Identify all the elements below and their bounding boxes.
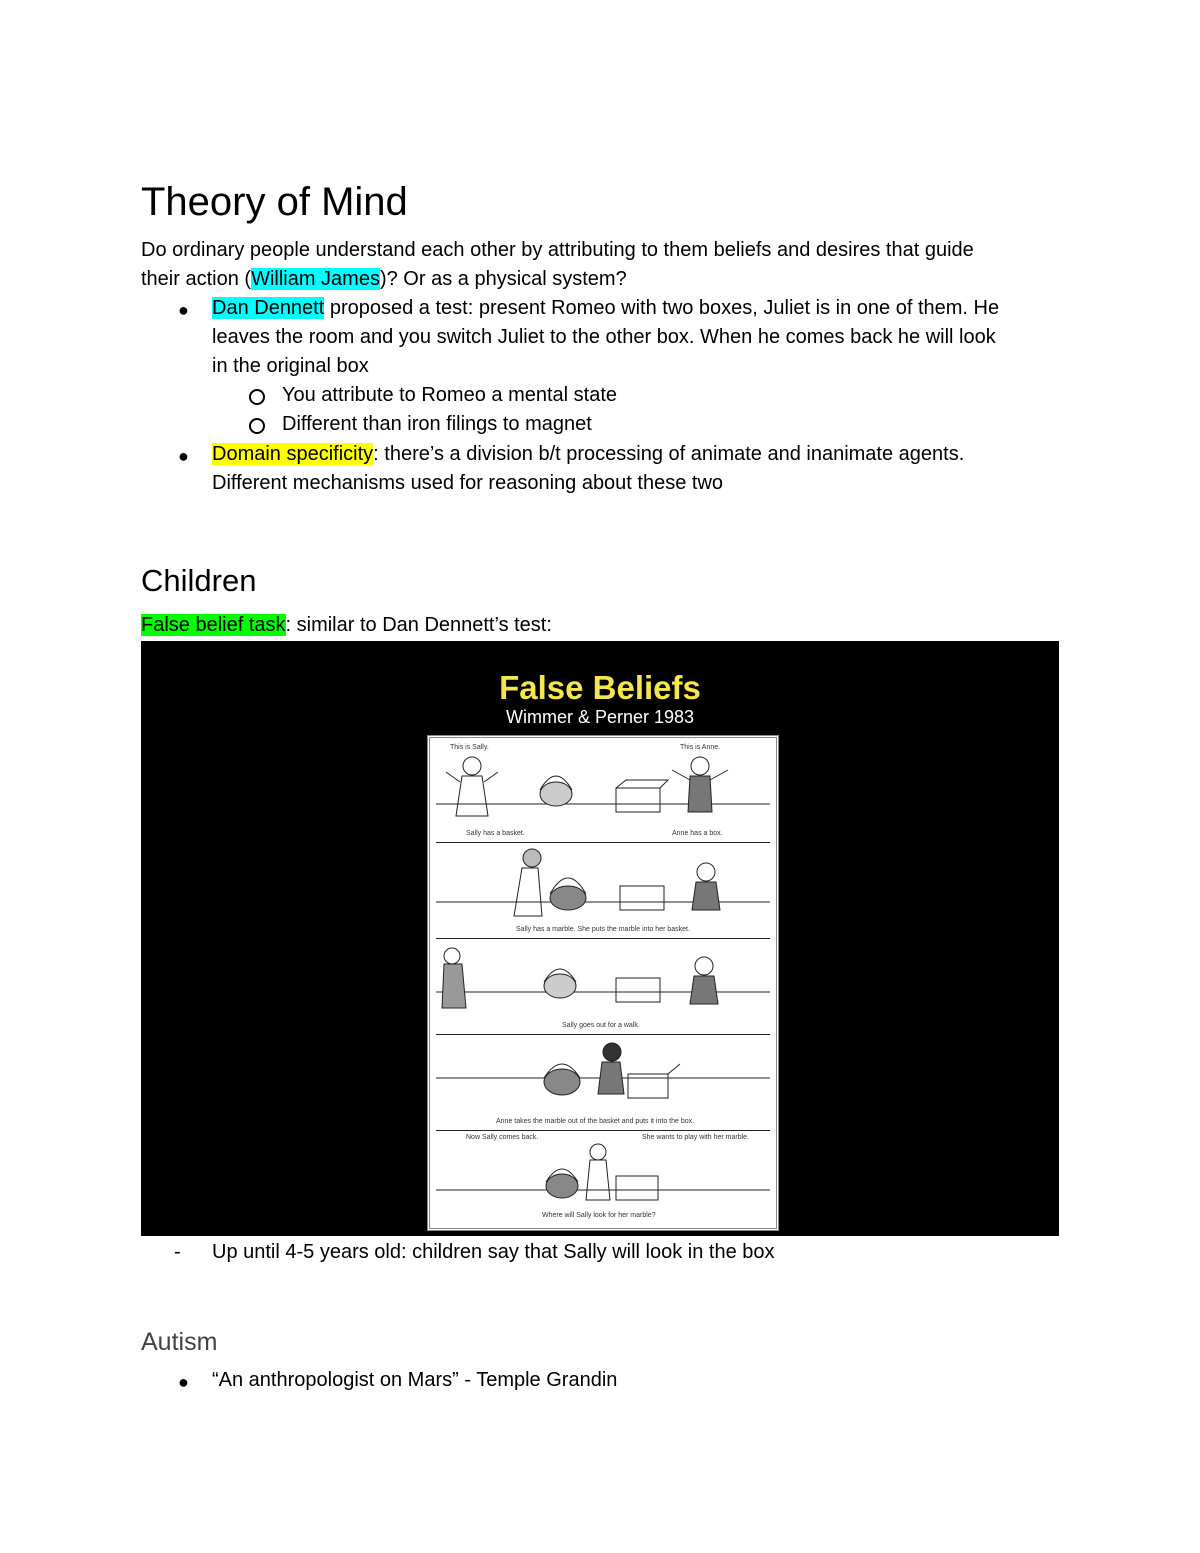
highlight-domain-specificity: Domain specificity <box>212 443 374 465</box>
caption: Sally goes out for a walk. <box>562 1022 640 1029</box>
domain-line-2: Different mechanisms used for reasoning about these two <box>212 472 724 494</box>
intro-line-2-pre: their action ( <box>141 268 252 290</box>
caption: Sally has a marble. She puts the marble into her basket. <box>516 926 690 933</box>
sally-returns-illustration <box>436 1140 770 1210</box>
false-belief-text: : similar to Dan Dennett’s test: <box>285 614 552 636</box>
comic-panel-2 <box>436 844 770 939</box>
caption: This is Anne. <box>680 744 721 751</box>
comic-panel-4 <box>436 1036 770 1131</box>
comic-panel-5 <box>436 1132 770 1226</box>
figure-subtitle: Wimmer & Perner 1983 <box>505 707 695 727</box>
sub-item-iron-filings: Different than iron filings to magnet <box>282 413 592 435</box>
bullet-icon: ● <box>178 300 189 320</box>
caption: This is Sally. <box>450 744 489 751</box>
caption: Sally has a basket. <box>466 830 525 837</box>
caption: Where will Sally look for her marble? <box>542 1212 656 1219</box>
anne-moves-marble-illustration <box>436 1038 770 1118</box>
sally-anne-illustration <box>436 752 770 832</box>
domain-line-1: : there’s a division b/t processing of animate and inanimate agents. <box>373 443 965 465</box>
caption: She wants to play with her marble. <box>642 1134 749 1141</box>
dennett-line-1: proposed a test: present Romeo with two boxes, Juliet is in one of them. He <box>324 297 1000 319</box>
highlight-william-james: William James <box>251 268 380 290</box>
bullet-icon: ● <box>178 1372 189 1392</box>
highlight-false-belief-task: False belief task <box>141 614 286 636</box>
dash-item-age: Up until 4-5 years old: children say that Sally will look in the box <box>212 1241 775 1263</box>
sub-item-mental-state: You attribute to Romeo a mental state <box>282 384 618 406</box>
comic-panel-3 <box>436 940 770 1035</box>
dennett-line-2: leaves the room and you switch Juliet to the other box. When he comes back he will look <box>212 326 996 348</box>
intro-line-2-post: )? Or as a physical system? <box>379 268 627 290</box>
bullet-icon: ● <box>178 446 189 466</box>
list-item-dennett <box>212 294 1072 381</box>
caption: Anne has a box. <box>672 830 723 837</box>
page-title: Theory of Mind <box>141 180 408 224</box>
list-item-domain-specificity <box>212 440 1072 498</box>
section-heading-children: Children <box>141 563 257 598</box>
dennett-line-3: in the original box <box>212 355 369 377</box>
dash-marker: - <box>174 1241 181 1263</box>
comic-panel-1 <box>436 742 770 843</box>
comic-strip <box>427 735 779 1231</box>
section-heading-autism: Autism <box>141 1328 218 1356</box>
highlight-dan-dennett: Dan Dennett <box>212 297 325 319</box>
figure-title: False Beliefs <box>499 669 701 706</box>
false-beliefs-figure <box>141 641 1059 1236</box>
false-belief-paragraph <box>141 611 1071 640</box>
intro-line-1: Do ordinary people understand each other by attributing to them beliefs and desires that guide <box>141 239 974 261</box>
sub-bullet-circle-icon <box>249 389 265 405</box>
intro-paragraph <box>141 236 1071 294</box>
sub-bullet-circle-icon <box>249 418 265 434</box>
sally-walks-illustration <box>436 942 770 1022</box>
sally-puts-marble-illustration <box>436 846 770 926</box>
caption: Anne takes the marble out of the basket and puts it into the box. <box>496 1118 695 1125</box>
caption: Now Sally comes back. <box>466 1134 539 1141</box>
list-item-temple-grandin: “An anthropologist on Mars” - Temple Grandin <box>212 1369 618 1391</box>
